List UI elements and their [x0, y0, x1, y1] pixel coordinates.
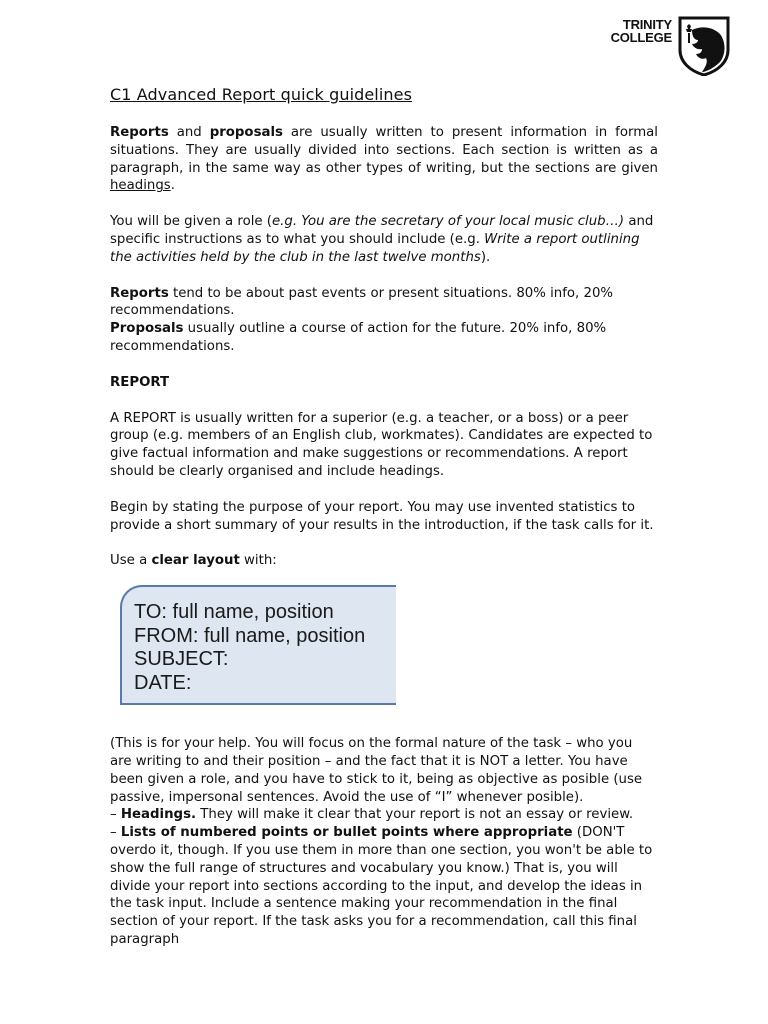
help-paragraph: (This is for your help. You will focus on the formal nature of the task – who you are writing to and their position – and the fact that it is NOT a letter. You have been given a role, and you have to stick to it, being as objective as posible (use passive, impersonal sentences. Avoid the use of “I” whenever posible).	[110, 736, 643, 805]
reports-label: Reports	[110, 285, 169, 301]
clear-layout-term: clear layout	[151, 553, 240, 569]
page-title: C1 Advanced Report quick guidelines	[110, 85, 413, 104]
reports-text: tend to be about past events or present situations. 80% info, 20% recommendations.	[110, 285, 614, 319]
proposals-text: usually outline a course of action for the future. 20% info, 80% recommendations.	[110, 321, 607, 354]
use-layout-text-2: with:	[239, 553, 277, 569]
trinity-college-logo	[608, 16, 732, 76]
report-heading	[110, 374, 658, 392]
headings-point	[110, 806, 658, 824]
report-heading-text: REPORT	[110, 374, 170, 390]
memo-to-line: TO: full name, position	[134, 601, 334, 624]
headings-term: headings	[110, 178, 171, 194]
lists-dash: –	[110, 825, 121, 841]
role-example-1: e.g. You are the secretary of your local music club…)	[272, 214, 625, 230]
reports-term: Reports	[110, 125, 169, 140]
memo-header-box	[120, 585, 396, 705]
proposals-label: Proposals	[110, 321, 184, 337]
logo-line-2: COLLEGE	[610, 30, 672, 45]
use-layout-text-1: Use a	[110, 553, 152, 569]
memo-subject-line: SUBJECT:	[134, 648, 229, 671]
headings-label: Headings.	[120, 807, 197, 823]
intro-and: and	[168, 125, 210, 140]
begin-paragraph: Begin by stating the purpose of your report. You may use invented statistics to provide a short summary of your results in the introduction, if the task calls for it.	[110, 499, 654, 533]
role-paragraph	[110, 213, 658, 266]
logo-wordmark	[610, 18, 672, 44]
document-body	[110, 84, 658, 949]
reports-definition	[110, 285, 658, 321]
layout-example	[110, 585, 658, 735]
role-text-2: and specific instructions as to what you should include (e.g.	[110, 214, 654, 247]
intro-paragraph	[110, 124, 658, 195]
lion-shield-icon	[676, 16, 732, 76]
headings-text: They will make it clear that your report is not an essay or review.	[196, 807, 634, 823]
memo-date-line: DATE:	[134, 671, 192, 694]
logo-line-1: TRINITY	[622, 17, 672, 32]
role-text-1: You will be given a role (	[110, 214, 272, 230]
lists-point	[110, 824, 658, 949]
proposals-term: proposals	[209, 125, 283, 140]
lists-text: (DON'T overdo it, though. If you use them in more than one section, you won't be able to show the full range of structures and vocabulary you know.) That is, you will divide your report into sections according to the input, and develop the ideas in the task input. Include a sentence making your recommendation in the final section of your report. If the task asks you for a recommendation, call this final paragraph	[110, 825, 653, 947]
intro-end: .	[170, 178, 175, 194]
report-paragraph: A REPORT is usually written for a superior (e.g. a teacher, or a boss) or a peer group (e.g. members of an English club, workmates). Candidates are expected to give factual information and make suggestions or recommendations. A report should be clearly organised and include headings.	[110, 410, 653, 479]
role-text-3: ).	[480, 249, 491, 265]
headings-dash: –	[110, 807, 121, 823]
proposals-definition	[110, 320, 658, 356]
intro-text: are usually written to present information in formal situations. They are usually divided into sections. Each section is written as a paragraph, in the same way as other types of writing, but the sections are given	[110, 125, 658, 176]
use-layout-line	[110, 552, 658, 570]
lists-label: Lists of numbered points or bullet points where appropriate	[120, 825, 573, 841]
memo-from-line: FROM: full name, position	[134, 624, 366, 647]
role-example-2: Write a report outlining the activities held by the club in the last twelve months	[110, 231, 640, 265]
